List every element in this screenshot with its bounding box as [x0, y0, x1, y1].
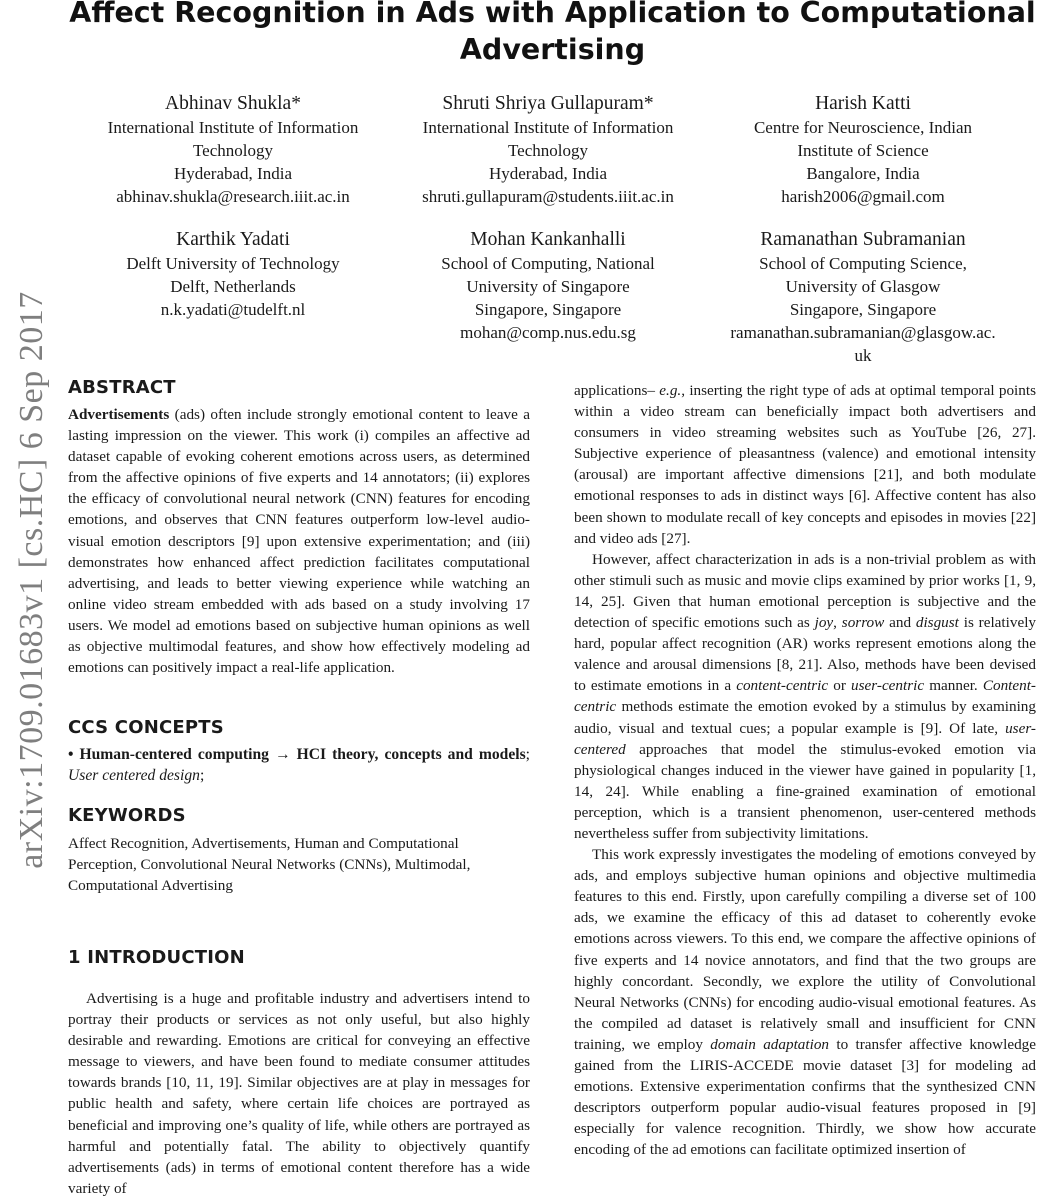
text-run: approaches that model the stimulus-evoked emotion via physiological changes induced in the viewer have gained in popularity [1, 14, 24]. While enabling a fine-grained examination of emotional perception, which is a transient phenomenon, user-centered methods nevertheless suffer from subjectivity limitations.	[574, 740, 1036, 842]
author-card	[393, 228, 703, 344]
ccs-end: ;	[199, 767, 205, 785]
text-run: ,	[833, 614, 842, 632]
author-email[interactable]: abhinav.shukla@research.iiit.ac.in	[116, 187, 350, 206]
right-column	[574, 380, 1036, 1160]
text-run: and	[884, 614, 916, 632]
author-affiliation: School of Computing Science, University of Glasgow	[759, 254, 967, 296]
author-card	[78, 228, 388, 321]
abstract-lead: Advertisements	[68, 406, 170, 423]
author-location: Delft, Netherlands	[170, 277, 296, 296]
ccs-concept: • Human-centered computing → HCI theory, concepts and models	[68, 746, 526, 763]
paragraph-applications	[574, 380, 1036, 549]
paragraph-affect-characterization	[574, 549, 1036, 844]
keywords-section	[68, 804, 530, 896]
keywords-heading: KEYWORDS	[68, 805, 186, 826]
ccs-section	[68, 716, 530, 786]
introduction-paragraph: Advertising is a huge and profitable industry and advertisers intend to portray their products or services as not only useful, but also highly desirable and rewarding. Emotions are critical for conveying an effective message to viewers, and have been found to mediate consumer attitudes towards brands [10, 11, 19]. Similar objectives are at play in messages for public health and safety, where certain life choices are portrayed as beneficial and improving one’s quality of life, while others are portrayed as harmful and potentially fatal. The ability to objectively quantify advertisements (ads) in terms of emotional content therefore has a wide variety of	[68, 990, 530, 1197]
text-run-italic: sorrow	[841, 614, 885, 632]
author-location: Singapore, Singapore	[789, 300, 937, 319]
text-run-italic: content-centric	[736, 677, 829, 695]
text-run-italic: e.g.	[659, 382, 682, 399]
ccs-heading: CCS CONCEPTS	[68, 717, 224, 738]
author-affiliation: International Institute of Information Technology	[107, 118, 359, 160]
abstract-heading: ABSTRACT	[68, 377, 176, 398]
author-name: Mohan Kankanhalli	[470, 229, 626, 250]
author-affiliation: School of Computing, National University of Singapore	[441, 254, 655, 296]
author-card	[78, 92, 388, 208]
ccs-subconcept: User centered design	[68, 767, 200, 785]
abstract-body: (ads) often include strongly emotional content to leave a lasting impression on the viewer. This work (i) compiles an affective ad dataset capable of evoking coherent emotions across users, as determined from the affective opinions of five experts and 14 annotators; (ii) explores the efficacy of convolutional neural network (CNN) features for encoding emotions, and observes that CNN features outperform low-level audio-visual emotion descriptors [9] upon extensive experimentation; and (iii) demonstrates how enhanced affect prediction facilitates computational advertising, and leads to better viewing experience while watching an online video stream embedded with ads based on a study involving 17 users. We model ad emotions based on subjective human opinions as well as objective multimodal features, and show how effectively modeling ad emotions can positively impact a real-life application.	[68, 406, 530, 677]
author-name: Ramanathan Subramanian	[760, 229, 966, 250]
author-affiliation: Centre for Neuroscience, Indian Institute of Science	[753, 118, 973, 160]
text-run: methods estimate the emotion evoked by a stimulus by examining audio, visual and textual cues; a popular example is [9]. Of late,	[574, 698, 1036, 737]
text-run: to transfer affective knowledge gained from the LIRIS-ACCEDE movie dataset [3] for modeling ad emotions. Extensive experimentation confirms that the synthesized CNN descriptors outperform popular audio-visual features proposed in [9] especially for valence recognition. Thirdly, we show how accurate encoding of the ad emotions can facilitate optimized insertion of	[574, 1035, 1036, 1159]
text-run-italic: Content-centric	[574, 677, 1036, 716]
text-run-italic: user-centric	[851, 677, 925, 695]
arxiv-stamp: arXiv:1709.01683v1 [cs.HC] 6 Sep 2017	[13, 291, 50, 869]
author-location: Bangalore, India	[806, 164, 920, 183]
author-name: Karthik Yadati	[176, 229, 290, 250]
author-name: Shruti Shriya Gullapuram*	[442, 93, 654, 114]
text-run: manner.	[924, 677, 983, 695]
text-run: However, affect characterization in ads is a non-trivial problem as with other stimuli such as music and movie clips examined by prior works [1, 9, 14, 25]. Given that human emotional perception is subjective and the detection of specific emotions such as	[574, 550, 1036, 632]
author-card	[708, 228, 1018, 367]
ccs-separator: ;	[525, 746, 530, 763]
text-run: or	[828, 677, 852, 695]
abstract-section	[68, 376, 530, 678]
author-email[interactable]: mohan@comp.nus.edu.sg	[460, 323, 636, 342]
author-email[interactable]: n.k.yadati@tudelft.nl	[160, 300, 306, 319]
paper-title: Affect Recognition in Ads with Application to Computational Advertising	[69, 0, 1036, 66]
author-location: Hyderabad, India	[488, 164, 607, 183]
paragraph-this-work	[574, 844, 1036, 1160]
author-email[interactable]: shruti.gullapuram@students.iiit.ac.in	[422, 187, 674, 206]
author-email[interactable]: ramanathan.subramanian@glasgow.ac.uk	[730, 323, 996, 365]
introduction-heading: 1 INTRODUCTION	[68, 947, 245, 968]
text-run-italic: joy	[814, 614, 834, 632]
author-location: Hyderabad, India	[173, 164, 292, 183]
text-run: is relatively hard, popular affect recognition (AR) works represent emotions along the valence and arousal dimensions [8, 21]. Also, methods have been devised to estimate emotions in a	[574, 614, 1037, 695]
text-run: This work expressly investigates the modeling of emotions conveyed by ads, and employs subjective human opinions and objective multimedia features to this end. Firstly, upon carefully compiling a diverse set of 100 ads, we examine the efficacy of this ad dataset to coherently evoke emotions across viewers. To this end, we compare the affective opinions of five experts and 14 novice annotators, and find that the two groups are highly concordant. Secondly, we explore the utility of Convolutional Neural Networks (CNNs) for encoding audio-visual emotional features. As the compiled ad dataset is relatively small and insufficient for CNN training, we employ	[574, 846, 1036, 1053]
keywords-text: Affect Recognition, Advertisements, Human and Computational Perception, Convolutional Neural Networks (CNNs), Multimodal, Computational Advertising	[68, 835, 471, 895]
author-affiliation: International Institute of Information Technology	[422, 118, 674, 160]
abstract-text	[68, 404, 530, 678]
author-location: Singapore, Singapore	[474, 300, 622, 319]
text-run: applications–	[574, 382, 660, 399]
text-run-italic: domain adaptation	[710, 1035, 830, 1053]
author-email[interactable]: harish2006@gmail.com	[781, 187, 945, 206]
text-run: , inserting the right type of ads at optimal temporal points within a video stream can beneficially impact both advertisers and consumers in video streaming websites such as YouTube [26, 27]. Subjective experience of pleasantness (valence) and emotional intensity (arousal) are important affective dimensions [21], and both modulate emotional responses to ads in distinct ways [6]. Affective content has also been shown to modulate recall of key concepts and episodes in movies [22] and video ads [27].	[574, 382, 1037, 547]
author-card	[393, 92, 703, 208]
author-affiliation: Delft University of Technology	[126, 254, 340, 273]
ccs-text	[68, 744, 530, 786]
introduction-section	[68, 946, 530, 1199]
author-name: Abhinav Shukla*	[165, 93, 301, 114]
text-run-italic: disgust	[915, 614, 959, 632]
author-name: Harish Katti	[815, 93, 911, 114]
author-card	[708, 92, 1018, 208]
text-run-italic: user-centered	[574, 719, 1036, 758]
